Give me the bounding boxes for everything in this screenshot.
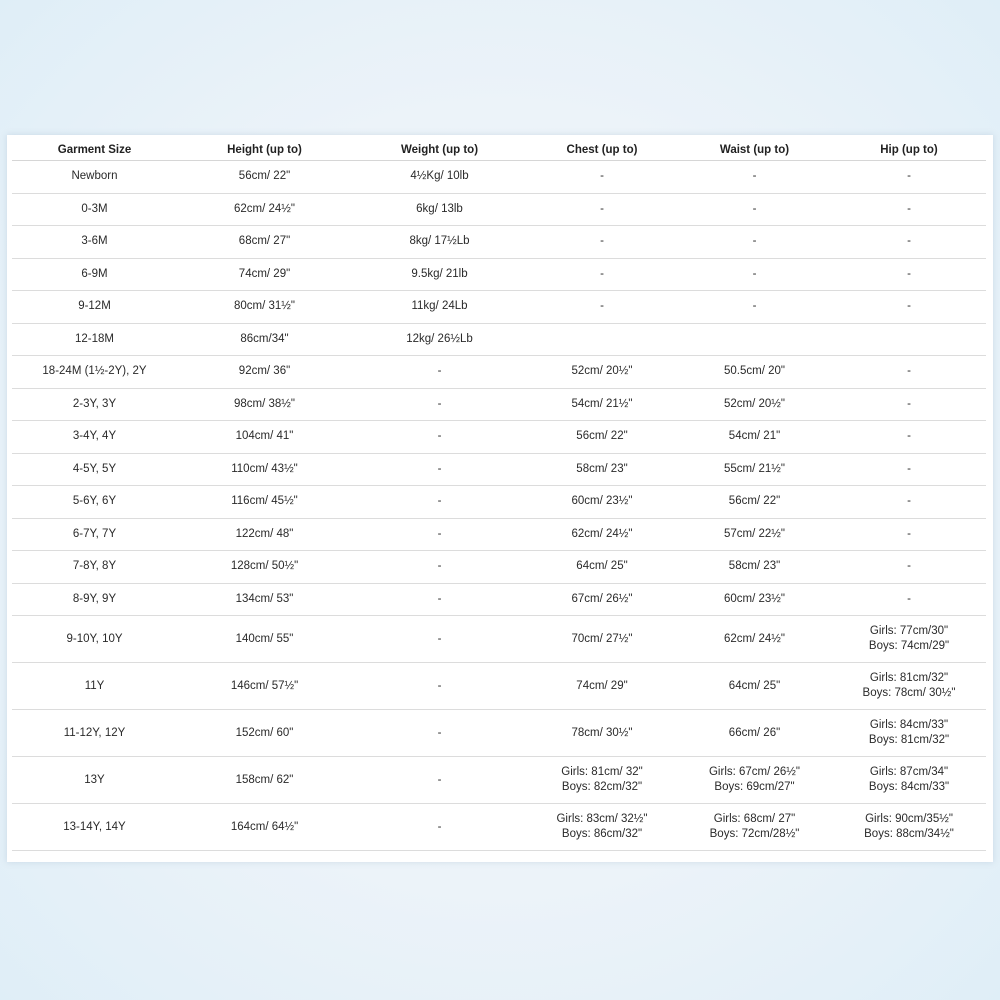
weight-cell: - [352,388,527,421]
hip-cell: - [832,161,986,194]
height-cell: 74cm/ 29" [177,258,352,291]
hip-cell: - [832,453,986,486]
cell-line: Girls: 83cm/ 32½" [556,813,648,825]
garment-size-cell: 12-18M [12,323,177,356]
size-chart-table [12,140,986,851]
chest-cell [527,757,677,804]
garment-size-cell: 9-12M [12,291,177,324]
chest-cell: 78cm/ 30½" [527,710,677,757]
table-row [12,421,986,454]
weight-cell: - [352,486,527,519]
hip-cell: - [832,226,986,259]
chest-cell: 56cm/ 22" [527,421,677,454]
hip-cell: - [832,193,986,226]
waist-cell: 64cm/ 25" [677,663,832,710]
height-cell: 56cm/ 22" [177,161,352,194]
table-row [12,161,986,194]
waist-cell: 55cm/ 21½" [677,453,832,486]
chest-cell: - [527,193,677,226]
waist-cell: - [677,193,832,226]
height-cell: 164cm/ 64½" [177,804,352,851]
cell-line: Boys: 88cm/34½" [864,828,954,840]
height-cell: 98cm/ 38½" [177,388,352,421]
chest-cell: 62cm/ 24½" [527,518,677,551]
height-cell: 80cm/ 31½" [177,291,352,324]
cell-line: Boys: 81cm/32" [868,734,950,746]
height-cell: 110cm/ 43½" [177,453,352,486]
garment-size-cell: 13-14Y, 14Y [12,804,177,851]
header-weight: Weight (up to) [352,140,527,161]
waist-cell: 57cm/ 22½" [677,518,832,551]
cell-line: Boys: 86cm/32" [561,828,643,840]
chest-cell [527,804,677,851]
garment-size-cell: 2-3Y, 3Y [12,388,177,421]
weight-cell: - [352,356,527,389]
waist-cell [677,804,832,851]
waist-cell [677,323,832,356]
garment-size-cell: 5-6Y, 6Y [12,486,177,519]
weight-cell: - [352,757,527,804]
waist-cell: 60cm/ 23½" [677,583,832,616]
waist-cell: - [677,291,832,324]
table-row [12,226,986,259]
height-cell: 134cm/ 53" [177,583,352,616]
table-row [12,258,986,291]
chest-cell: 54cm/ 21½" [527,388,677,421]
table-row [12,804,986,851]
header-waist: Waist (up to) [677,140,832,161]
waist-cell [677,757,832,804]
waist-cell: 66cm/ 26" [677,710,832,757]
cell-line: Girls: 67cm/ 26½" [708,766,800,778]
garment-size-cell: 4-5Y, 5Y [12,453,177,486]
table-row [12,663,986,710]
hip-cell: - [832,551,986,584]
chest-cell: 58cm/ 23" [527,453,677,486]
height-cell: 152cm/ 60" [177,710,352,757]
height-cell: 92cm/ 36" [177,356,352,389]
hip-cell [832,710,986,757]
hip-cell: - [832,421,986,454]
weight-cell: 9.5kg/ 21lb [352,258,527,291]
cell-line: Boys: 69cm/27" [714,781,795,793]
chest-cell: 60cm/ 23½" [527,486,677,519]
weight-cell: - [352,663,527,710]
table-row [12,583,986,616]
cell-line: Girls: 87cm/34" [869,766,949,778]
garment-size-cell: 6-7Y, 7Y [12,518,177,551]
hip-cell: - [832,258,986,291]
table-row [12,551,986,584]
weight-cell: - [352,583,527,616]
table-row [12,453,986,486]
hip-cell: - [832,518,986,551]
waist-cell: 50.5cm/ 20" [677,356,832,389]
garment-size-cell: 11Y [12,663,177,710]
weight-cell: - [352,421,527,454]
cell-line: Girls: 68cm/ 27" [713,813,796,825]
cell-line: Girls: 81cm/32" [869,672,949,684]
garment-size-cell: 18-24M (1½-2Y), 2Y [12,356,177,389]
hip-cell [832,804,986,851]
hip-cell: - [832,291,986,324]
hip-cell [832,663,986,710]
chest-cell: - [527,258,677,291]
table-row [12,291,986,324]
table-row [12,710,986,757]
hip-cell: - [832,356,986,389]
height-cell: 116cm/ 45½" [177,486,352,519]
waist-cell: - [677,258,832,291]
chest-cell: 74cm/ 29" [527,663,677,710]
garment-size-cell: 0-3M [12,193,177,226]
height-cell: 146cm/ 57½" [177,663,352,710]
height-cell: 158cm/ 62" [177,757,352,804]
cell-line: Girls: 90cm/35½" [865,813,953,825]
weight-cell: 6kg/ 13lb [352,193,527,226]
table-row [12,757,986,804]
chest-cell: 70cm/ 27½" [527,616,677,663]
waist-cell: 52cm/ 20½" [677,388,832,421]
header-garment-size: Garment Size [12,140,177,161]
garment-size-cell: 13Y [12,757,177,804]
weight-cell: 11kg/ 24Lb [352,291,527,324]
chest-cell: 52cm/ 20½" [527,356,677,389]
height-cell: 62cm/ 24½" [177,193,352,226]
hip-cell: - [832,583,986,616]
chest-cell: - [527,291,677,324]
weight-cell: 4½Kg/ 10lb [352,161,527,194]
table-row [12,518,986,551]
chest-cell: 64cm/ 25" [527,551,677,584]
table-row [12,356,986,389]
header-height: Height (up to) [177,140,352,161]
cell-line: Boys: 82cm/32" [561,781,643,793]
weight-cell: 8kg/ 17½Lb [352,226,527,259]
height-cell: 86cm/34" [177,323,352,356]
garment-size-cell: 3-6M [12,226,177,259]
chest-cell [527,323,677,356]
header-chest: Chest (up to) [527,140,677,161]
hip-cell: - [832,388,986,421]
table-row [12,486,986,519]
waist-cell: 56cm/ 22" [677,486,832,519]
weight-cell: - [352,518,527,551]
header-row [12,140,986,161]
height-cell: 140cm/ 55" [177,616,352,663]
weight-cell: - [352,453,527,486]
hip-cell [832,616,986,663]
waist-cell: - [677,226,832,259]
garment-size-cell: 8-9Y, 9Y [12,583,177,616]
cell-line: Boys: 78cm/ 30½" [862,687,956,699]
waist-cell: 62cm/ 24½" [677,616,832,663]
header-hip: Hip (up to) [832,140,986,161]
hip-cell: - [832,486,986,519]
height-cell: 122cm/ 48" [177,518,352,551]
table-row [12,616,986,663]
weight-cell: - [352,804,527,851]
waist-cell: - [677,161,832,194]
hip-cell [832,757,986,804]
weight-cell: 12kg/ 26½Lb [352,323,527,356]
size-chart-sheet [7,135,993,862]
height-cell: 104cm/ 41" [177,421,352,454]
cell-line: Girls: 81cm/ 32" [561,766,643,778]
cell-line: Girls: 77cm/30" [869,625,949,637]
garment-size-cell: 9-10Y, 10Y [12,616,177,663]
cell-line: Boys: 84cm/33" [868,781,950,793]
height-cell: 128cm/ 50½" [177,551,352,584]
weight-cell: - [352,551,527,584]
waist-cell: 54cm/ 21" [677,421,832,454]
cell-line: Boys: 74cm/29" [868,640,950,652]
size-chart-body [12,161,986,851]
garment-size-cell: Newborn [12,161,177,194]
table-row [12,323,986,356]
chest-cell: - [527,161,677,194]
table-row [12,388,986,421]
table-row [12,193,986,226]
garment-size-cell: 11-12Y, 12Y [12,710,177,757]
waist-cell: 58cm/ 23" [677,551,832,584]
garment-size-cell: 7-8Y, 8Y [12,551,177,584]
cell-line: Boys: 72cm/28½" [709,828,800,840]
chest-cell: - [527,226,677,259]
height-cell: 68cm/ 27" [177,226,352,259]
weight-cell: - [352,710,527,757]
weight-cell: - [352,616,527,663]
garment-size-cell: 6-9M [12,258,177,291]
hip-cell [832,323,986,356]
cell-line: Girls: 84cm/33" [869,719,949,731]
garment-size-cell: 3-4Y, 4Y [12,421,177,454]
chest-cell: 67cm/ 26½" [527,583,677,616]
